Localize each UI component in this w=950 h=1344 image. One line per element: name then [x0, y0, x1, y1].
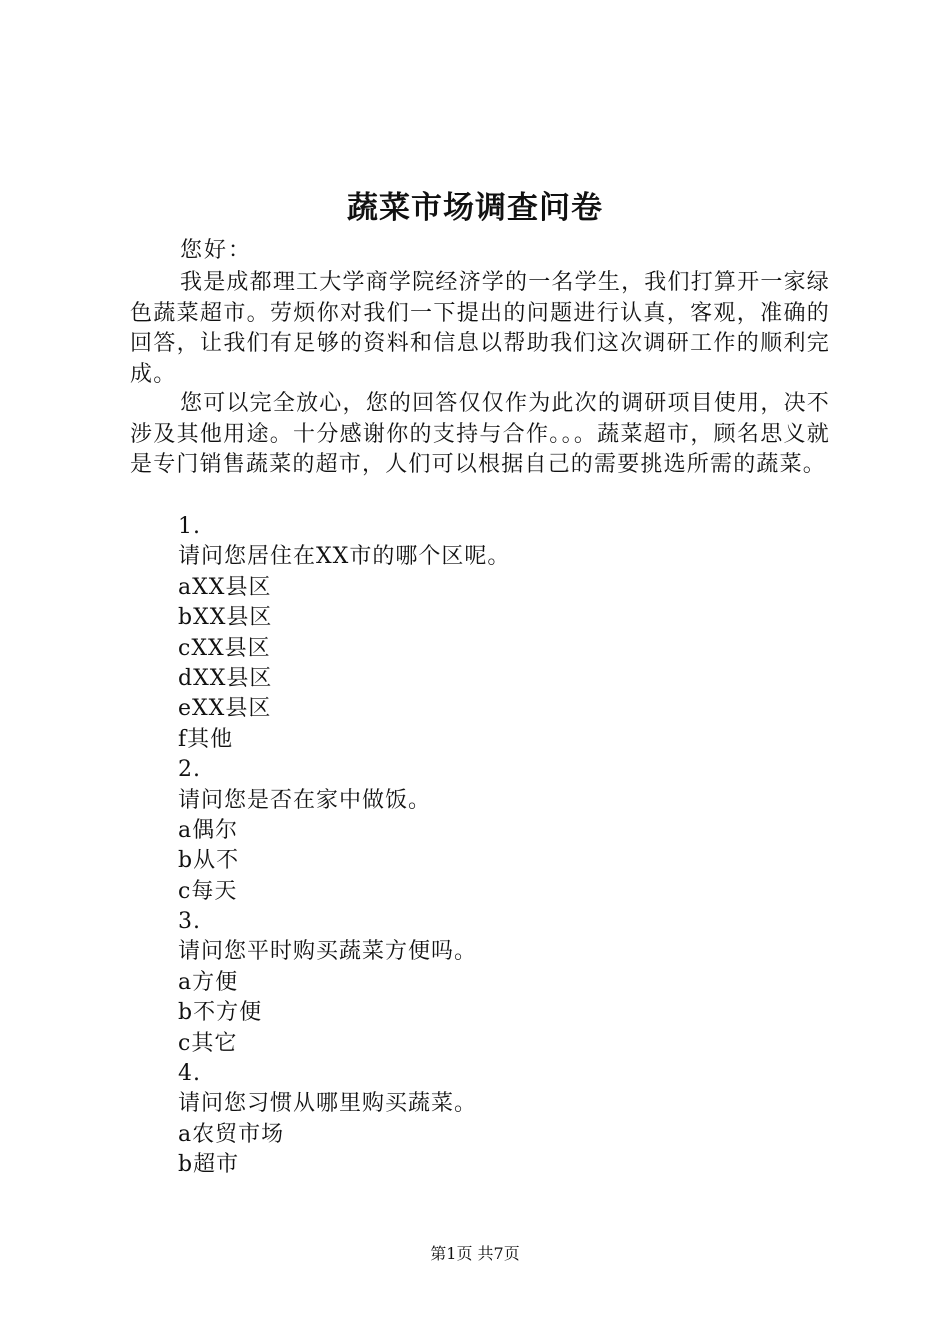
privacy-paragraph: 您可以完全放心，您的回答仅仅作为此次的调研项目使用，决不涉及其他用途。十分感谢你的支持与合作。。。蔬菜超市，顾名思义就是专门销售蔬菜的超市，人们可以根据自己的需要挑选所需的蔬菜。	[130, 391, 830, 477]
answer-option: aXX县区	[178, 574, 272, 600]
answer-option: b从不	[178, 848, 240, 874]
greeting: 您好：	[180, 238, 253, 263]
answer-option: f其他	[178, 726, 234, 752]
answer-option: dXX县区	[178, 665, 273, 691]
answer-option: c其它	[178, 1030, 238, 1056]
answer-option: eXX县区	[178, 696, 272, 722]
answer-option: b超市	[178, 1152, 240, 1178]
answer-option: cXX县区	[178, 635, 271, 661]
question-text: 请问您习惯从哪里购买蔬菜。	[178, 1091, 478, 1117]
page-footer: 第1页 共7页	[430, 1244, 520, 1263]
question-text: 请问您平时购买蔬菜方便吗。	[178, 939, 478, 965]
answer-option: bXX县区	[178, 605, 273, 631]
question-list	[178, 512, 828, 1181]
document-title: 蔬菜市场调查问卷	[347, 190, 603, 226]
question-number: 3.	[178, 909, 201, 935]
question-number: 4.	[178, 1061, 201, 1087]
answer-option: a农贸市场	[178, 1121, 285, 1147]
answer-option: a方便	[178, 969, 239, 995]
question-number: 2.	[178, 757, 201, 783]
question-number: 1.	[178, 514, 201, 539]
answer-option: c每天	[178, 878, 238, 904]
question-text: 请问您是否在家中做饭。	[178, 787, 432, 813]
answer-option: b不方便	[178, 1000, 263, 1026]
answer-option: a偶尔	[178, 817, 239, 843]
question-text: 请问您居住在XX市的哪个区呢。	[178, 544, 511, 570]
intro-paragraph: 我是成都理工大学商学院经济学的一名学生，我们打算开一家绿色蔬菜超市。劳烦你对我们一下提出的问题进行认真，客观，准确的回答，让我们有足够的资料和信息以帮助我们这次调研工作的顺利完成。	[130, 270, 830, 387]
